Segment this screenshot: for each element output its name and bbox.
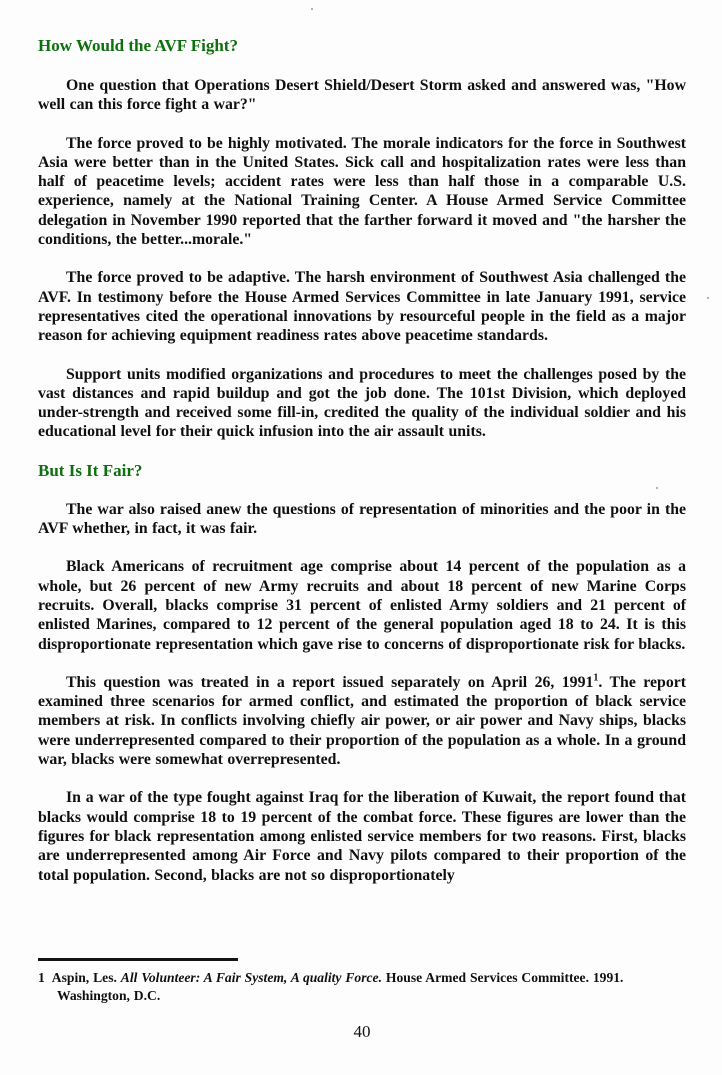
scan-speck xyxy=(707,297,709,299)
section-heading-how-would-the-avf-fight: How Would the AVF Fight? xyxy=(38,36,238,55)
footnote-publisher: House Armed Services Committee. 1991. xyxy=(385,970,624,985)
report-sentence-start: This question was treated in a report issued separately on April 26, 1991 xyxy=(66,673,594,691)
page-content xyxy=(38,36,686,904)
paragraph-black-americans: Black Americans of recruitment age comprise about 14 percent of the population as a whole, but 26 percent of new Army recruits and about 18 percent of new Marine Corps recruits. Overall, blacks comprise 31 percent of enlisted Army soldiers and 21 percent of enlisted Marines, compared to 12 percent of the general population aged 18 to 24. It is this disproportionate representation which gave rise to concerns of disproportionate risk for blacks. xyxy=(38,558,686,653)
footnote-title-italic: All Volunteer: A Fair System, A quality Force. xyxy=(120,970,382,985)
page-number: 40 xyxy=(353,1022,371,1041)
scan-speck xyxy=(311,8,313,10)
footnote-marker: 1 xyxy=(38,970,45,985)
paragraph-war-raised-questions: The war also raised anew the questions of representation of minorities and the poor in the AVF whether, in fact, it was fair. xyxy=(38,500,686,538)
paragraph-report-april-1991 xyxy=(38,673,686,769)
report-sentence-rest: . The report examined three scenarios for armed conflict, and estimated the proportion of black service members at risk. In conflicts involving chiefly air power, or air power and Navy ships, blacks were underrepresented compared to their proportion of the population as a whole. In a ground war, blacks were somewhat overrepresented. xyxy=(38,673,686,769)
paragraph-support-units: Support units modified organizations and procedures to meet the challenges posed by the vast distances and rapid buildup and got the job done. The 101st Division, which deployed under-strength and received some fill-in, credited the quality of the individual soldier and his educational level for their quick infusion into the air assault units. xyxy=(38,365,686,441)
footnote-separator-rule xyxy=(38,958,238,961)
footnote-reference-superscript: 1 xyxy=(593,672,599,684)
section-heading-but-is-it-fair: But Is It Fair? xyxy=(38,460,143,480)
paragraph-force-motivated: The force proved to be highly motivated. The morale indicators for the force in Southwest Asia were better than in the United States. Sick call and hospitalization rates were less than half of peacetime levels; accident rates were less than half those in a comparable U.S. experience, namely at the National Training Center. A House Armed Service Committee delegation in November 1990 reported that the farther forward it moved and "the harsher the conditions, the better...morale." xyxy=(38,134,686,249)
footnote-line2: Washington, D.C. xyxy=(57,988,161,1003)
footnote xyxy=(38,969,686,1005)
page-footer xyxy=(38,958,686,1042)
footnote-author: Aspin, Les. xyxy=(51,970,117,985)
paragraph-war-against-iraq: In a war of the type fought against Iraq for the liberation of Kuwait, the report found that blacks would comprise 18 to 19 percent of the combat force. These figures are lower than the figures for black representation among enlisted service members for two reasons. First, blacks are underrepresented among Air Force and Navy pilots compared to their proportion of the total population. Second, blacks are not so disproportionately xyxy=(38,789,686,884)
scan-speck xyxy=(656,487,658,489)
paragraph-one-question: One question that Operations Desert Shield/Desert Storm asked and answered was, "How well can this force fight a war?" xyxy=(38,77,686,114)
paragraph-force-adaptive: The force proved to be adaptive. The harsh environment of Southwest Asia challenged the AVF. In testimony before the House Armed Services Committee in late January 1991, service representatives cited the operational innovations by resourceful people in the field as a major reason for achieving equipment readiness rates above peacetime standards. xyxy=(38,269,686,345)
